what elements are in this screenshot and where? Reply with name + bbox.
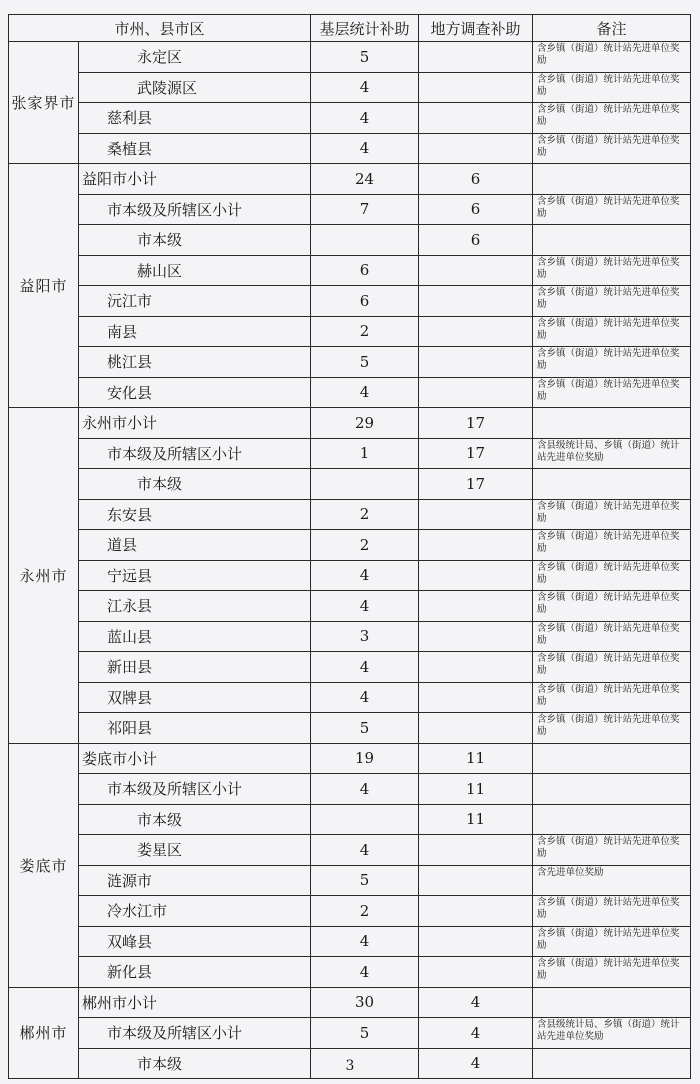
basic-subsidy-cell: 2 — [311, 530, 419, 561]
table-row — [9, 713, 691, 744]
note-cell: 含乡镇（街道）统计站先进单位奖励 — [533, 194, 691, 225]
region-name-cell: 涟源市 — [79, 865, 311, 896]
page-number: 3 — [345, 1058, 355, 1074]
local-survey-subsidy-cell — [419, 316, 533, 347]
region-name-cell: 冷水江市 — [79, 896, 311, 927]
local-survey-subsidy-cell — [419, 42, 533, 73]
basic-subsidy-cell: 6 — [311, 286, 419, 317]
table-row — [9, 560, 691, 591]
note-cell — [533, 774, 691, 805]
basic-subsidy-cell: 7 — [311, 194, 419, 225]
note-cell: 含乡镇（街道）统计站先进单位奖励 — [533, 957, 691, 988]
local-survey-subsidy-cell — [419, 591, 533, 622]
local-survey-subsidy-cell: 17 — [419, 469, 533, 500]
local-survey-subsidy-cell: 4 — [419, 1018, 533, 1049]
note-cell — [533, 225, 691, 256]
table-row — [9, 1018, 691, 1049]
region-name-cell: 蓝山县 — [79, 621, 311, 652]
header-note: 备注 — [533, 15, 691, 42]
basic-subsidy-cell — [311, 225, 419, 256]
region-name-cell: 祁阳县 — [79, 713, 311, 744]
table-row — [9, 42, 691, 73]
note-cell: 含县级统计局、乡镇（街道）统计站先进单位奖励 — [533, 1018, 691, 1049]
table-row — [9, 774, 691, 805]
region-name-cell: 道县 — [79, 530, 311, 561]
note-cell: 含乡镇（街道）统计站先进单位奖励 — [533, 499, 691, 530]
note-cell: 含乡镇（街道）统计站先进单位奖励 — [533, 347, 691, 378]
note-cell: 含乡镇（街道）统计站先进单位奖励 — [533, 133, 691, 164]
basic-subsidy-cell: 2 — [311, 316, 419, 347]
table-row — [9, 194, 691, 225]
local-survey-subsidy-cell — [419, 682, 533, 713]
note-cell: 含乡镇（街道）统计站先进单位奖励 — [533, 591, 691, 622]
city-cell: 娄底市 — [9, 743, 79, 987]
region-name-cell: 市本级及所辖区小计 — [79, 438, 311, 469]
basic-subsidy-cell: 29 — [311, 408, 419, 439]
table-body — [9, 42, 691, 1079]
table-row — [9, 926, 691, 957]
local-survey-subsidy-cell: 11 — [419, 804, 533, 835]
region-name-cell: 江永县 — [79, 591, 311, 622]
city-cell: 永州市 — [9, 408, 79, 744]
local-survey-subsidy-cell: 4 — [419, 1048, 533, 1079]
local-survey-subsidy-cell — [419, 103, 533, 134]
table-row — [9, 316, 691, 347]
city-cell: 郴州市 — [9, 987, 79, 1079]
region-name-cell: 赫山区 — [79, 255, 311, 286]
region-name-cell: 桑植县 — [79, 133, 311, 164]
local-survey-subsidy-cell — [419, 286, 533, 317]
local-survey-subsidy-cell — [419, 926, 533, 957]
note-cell: 含乡镇（街道）统计站先进单位奖励 — [533, 72, 691, 103]
table-header-row — [9, 15, 691, 42]
basic-subsidy-cell: 4 — [311, 560, 419, 591]
table-row — [9, 652, 691, 683]
basic-subsidy-cell: 5 — [311, 42, 419, 73]
basic-subsidy-cell: 5 — [311, 865, 419, 896]
note-cell: 含乡镇（街道）统计站先进单位奖励 — [533, 896, 691, 927]
table-row — [9, 896, 691, 927]
region-name-cell: 永州市小计 — [79, 408, 311, 439]
header-region: 市州、县市区 — [9, 15, 311, 42]
note-cell — [533, 469, 691, 500]
local-survey-subsidy-cell: 6 — [419, 164, 533, 195]
table-row — [9, 591, 691, 622]
table-row — [9, 225, 691, 256]
note-cell: 含乡镇（街道）统计站先进单位奖励 — [533, 621, 691, 652]
region-name-cell: 市本级 — [79, 1048, 311, 1079]
basic-subsidy-cell: 4 — [311, 591, 419, 622]
note-cell — [533, 164, 691, 195]
header-local-survey-subsidy: 地方调查补助 — [419, 15, 533, 42]
basic-subsidy-cell: 4 — [311, 133, 419, 164]
basic-subsidy-cell: 1 — [311, 438, 419, 469]
local-survey-subsidy-cell: 11 — [419, 743, 533, 774]
note-cell: 含乡镇（街道）统计站先进单位奖励 — [533, 926, 691, 957]
region-name-cell: 市本级 — [79, 225, 311, 256]
table-row — [9, 682, 691, 713]
region-name-cell: 安化县 — [79, 377, 311, 408]
local-survey-subsidy-cell — [419, 377, 533, 408]
local-survey-subsidy-cell: 17 — [419, 408, 533, 439]
note-cell: 含乡镇（街道）统计站先进单位奖励 — [533, 316, 691, 347]
note-cell: 含乡镇（街道）统计站先进单位奖励 — [533, 42, 691, 73]
city-cell: 益阳市 — [9, 164, 79, 408]
table-row — [9, 957, 691, 988]
basic-subsidy-cell: 4 — [311, 957, 419, 988]
region-name-cell: 娄星区 — [79, 835, 311, 866]
region-name-cell: 益阳市小计 — [79, 164, 311, 195]
region-name-cell: 东安县 — [79, 499, 311, 530]
local-survey-subsidy-cell — [419, 652, 533, 683]
local-survey-subsidy-cell: 6 — [419, 225, 533, 256]
table-row — [9, 987, 691, 1018]
note-cell: 含乡镇（街道）统计站先进单位奖励 — [533, 377, 691, 408]
region-name-cell: 双峰县 — [79, 926, 311, 957]
basic-subsidy-cell: 4 — [311, 103, 419, 134]
local-survey-subsidy-cell: 6 — [419, 194, 533, 225]
basic-subsidy-cell: 4 — [311, 652, 419, 683]
region-name-cell: 武陵源区 — [79, 72, 311, 103]
note-cell — [533, 987, 691, 1018]
basic-subsidy-cell: 4 — [311, 774, 419, 805]
local-survey-subsidy-cell — [419, 896, 533, 927]
note-cell: 含乡镇（街道）统计站先进单位奖励 — [533, 255, 691, 286]
basic-subsidy-cell: 6 — [311, 255, 419, 286]
city-cell: 张家界市 — [9, 42, 79, 164]
region-name-cell: 郴州市小计 — [79, 987, 311, 1018]
table-row — [9, 743, 691, 774]
note-cell: 含乡镇（街道）统计站先进单位奖励 — [533, 682, 691, 713]
basic-subsidy-cell: 4 — [311, 926, 419, 957]
note-cell: 含乡镇（街道）统计站先进单位奖励 — [533, 103, 691, 134]
table-row — [9, 164, 691, 195]
local-survey-subsidy-cell — [419, 530, 533, 561]
note-cell: 含乡镇（街道）统计站先进单位奖励 — [533, 713, 691, 744]
table-row — [9, 438, 691, 469]
note-cell: 含乡镇（街道）统计站先进单位奖励 — [533, 286, 691, 317]
note-cell — [533, 804, 691, 835]
table-row — [9, 621, 691, 652]
basic-subsidy-cell: 19 — [311, 743, 419, 774]
local-survey-subsidy-cell: 17 — [419, 438, 533, 469]
region-name-cell: 市本级 — [79, 469, 311, 500]
note-cell — [533, 743, 691, 774]
basic-subsidy-cell — [311, 469, 419, 500]
table-row — [9, 286, 691, 317]
header-basic-subsidy: 基层统计补助 — [311, 15, 419, 42]
local-survey-subsidy-cell — [419, 835, 533, 866]
region-name-cell: 新化县 — [79, 957, 311, 988]
local-survey-subsidy-cell — [419, 713, 533, 744]
note-cell: 含乡镇（街道）统计站先进单位奖励 — [533, 560, 691, 591]
basic-subsidy-cell: 5 — [311, 347, 419, 378]
table-row — [9, 804, 691, 835]
region-name-cell: 慈利县 — [79, 103, 311, 134]
region-name-cell: 永定区 — [79, 42, 311, 73]
basic-subsidy-cell: 3 — [311, 621, 419, 652]
basic-subsidy-cell: 5 — [311, 1018, 419, 1049]
local-survey-subsidy-cell: 4 — [419, 987, 533, 1018]
table-row — [9, 865, 691, 896]
basic-subsidy-cell: 4 — [311, 377, 419, 408]
region-name-cell: 市本级及所辖区小计 — [79, 194, 311, 225]
local-survey-subsidy-cell — [419, 560, 533, 591]
region-name-cell: 南县 — [79, 316, 311, 347]
note-cell: 含乡镇（街道）统计站先进单位奖励 — [533, 652, 691, 683]
region-name-cell: 双牌县 — [79, 682, 311, 713]
table-row — [9, 72, 691, 103]
basic-subsidy-cell: 4 — [311, 72, 419, 103]
basic-subsidy-cell: 5 — [311, 713, 419, 744]
note-cell — [533, 408, 691, 439]
local-survey-subsidy-cell — [419, 957, 533, 988]
table-row — [9, 835, 691, 866]
table-row — [9, 133, 691, 164]
table-row — [9, 347, 691, 378]
local-survey-subsidy-cell — [419, 865, 533, 896]
local-survey-subsidy-cell — [419, 255, 533, 286]
basic-subsidy-cell: 2 — [311, 896, 419, 927]
table-row — [9, 469, 691, 500]
local-survey-subsidy-cell — [419, 621, 533, 652]
note-cell: 含乡镇（街道）统计站先进单位奖励 — [533, 835, 691, 866]
region-name-cell: 市本级及所辖区小计 — [79, 1018, 311, 1049]
local-survey-subsidy-cell — [419, 72, 533, 103]
note-cell: 含乡镇（街道）统计站先进单位奖励 — [533, 530, 691, 561]
basic-subsidy-cell: 4 — [311, 835, 419, 866]
region-name-cell: 市本级 — [79, 804, 311, 835]
region-name-cell: 沅江市 — [79, 286, 311, 317]
region-name-cell: 宁远县 — [79, 560, 311, 591]
local-survey-subsidy-cell — [419, 133, 533, 164]
basic-subsidy-cell: 30 — [311, 987, 419, 1018]
local-survey-subsidy-cell: 11 — [419, 774, 533, 805]
note-cell: 含县级统计局、乡镇（街道）统计站先进单位奖励 — [533, 438, 691, 469]
note-cell: 含先进单位奖励 — [533, 865, 691, 896]
basic-subsidy-cell: 4 — [311, 682, 419, 713]
table-row — [9, 255, 691, 286]
table-row — [9, 408, 691, 439]
basic-subsidy-cell: 2 — [311, 499, 419, 530]
table-row — [9, 530, 691, 561]
local-survey-subsidy-cell — [419, 499, 533, 530]
subsidy-table — [8, 14, 691, 1079]
region-name-cell: 娄底市小计 — [79, 743, 311, 774]
table-row — [9, 499, 691, 530]
region-name-cell: 新田县 — [79, 652, 311, 683]
basic-subsidy-cell: 24 — [311, 164, 419, 195]
region-name-cell: 桃江县 — [79, 347, 311, 378]
basic-subsidy-cell — [311, 804, 419, 835]
table-row — [9, 377, 691, 408]
local-survey-subsidy-cell — [419, 347, 533, 378]
region-name-cell: 市本级及所辖区小计 — [79, 774, 311, 805]
table-row — [9, 103, 691, 134]
